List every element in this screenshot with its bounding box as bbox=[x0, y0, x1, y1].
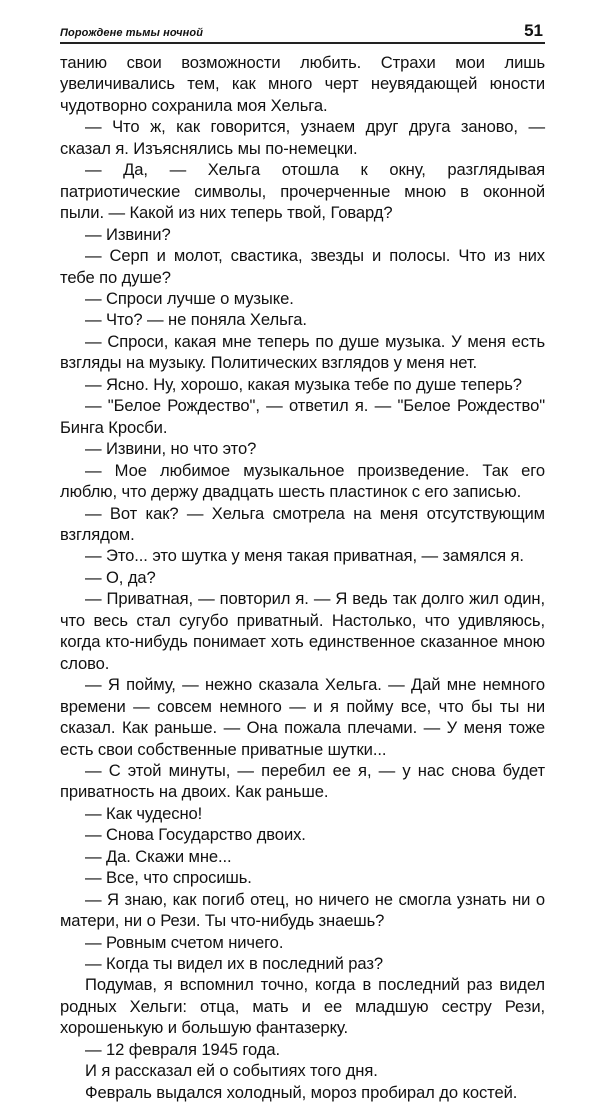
paragraph: — Я пойму, — нежно сказала Хельга. — Дай мне немного времени — совсем немного — и я пойму все, что бы ты ни сказал. Как раньше. — Она пожала плечами. — У меня тоже есть свои собственные приватные шутки... bbox=[60, 675, 545, 759]
paragraph: Февраль выдался холодный, мороз пробирал до костей. bbox=[85, 1082, 518, 1102]
paragraph: — Извини, но что это? bbox=[85, 439, 257, 459]
paragraph: — Мое любимое музыкальное произведение. Так его люблю, что держу двадцать шесть пластинок с его записью. bbox=[60, 460, 545, 502]
running-head bbox=[60, 18, 545, 44]
paragraph: — Это... это шутка у меня такая приватная, — замялся я. bbox=[85, 546, 524, 566]
book-page bbox=[60, 18, 545, 1103]
paragraph: — Спроси лучше о музыке. bbox=[85, 288, 294, 308]
paragraph: — Серп и молот, свастика, звезды и полосы. Что из них тебе по душе? bbox=[60, 246, 545, 287]
paragraph: — 12 февраля 1945 года. bbox=[85, 1039, 281, 1059]
paragraph: — Я знаю, как погиб отец, но ничего не смогла узнать ни о матери, ни о Рези. Ты что-нибудь знаешь? bbox=[60, 889, 545, 931]
body-text bbox=[60, 52, 545, 1103]
paragraph: — Да, — Хельга отошла к окну, разглядывая патриотические символы, прочерченные мною в оконной пыли. — Какой из них теперь твой, Говард? bbox=[60, 160, 545, 223]
paragraph: — Извини? bbox=[85, 224, 171, 244]
paragraph: — Спроси, какая мне теперь по душе музыка. У меня есть взгляды на музыку. Политических взглядов у меня нет. bbox=[60, 331, 545, 373]
paragraph: — Что ж, как говорится, узнаем друг друга заново, — сказал я. Изъяснялись мы по-немецки. bbox=[60, 117, 545, 158]
paragraph: — О, да? bbox=[85, 567, 156, 587]
paragraph: — Когда ты видел их в последний раз? bbox=[85, 954, 383, 974]
page-number: 51 bbox=[524, 21, 543, 40]
paragraph: Подумав, я вспомнил точно, когда в последний раз видел родных Хельги: отца, мать и ее младшую сестру Рези, хорошенькую и большую фантазерку. bbox=[60, 975, 545, 1038]
paragraph: — Да. Скажи мне... bbox=[85, 846, 232, 866]
paragraph: И я рассказал ей о событиях того дня. bbox=[85, 1061, 378, 1081]
paragraph: — Что? — не поняла Хельга. bbox=[85, 310, 307, 330]
running-title: Порождене тьмы ночной bbox=[60, 27, 204, 39]
paragraph: — Как чудесно! bbox=[85, 803, 203, 823]
paragraph: — Ровным счетом ничего. bbox=[85, 932, 284, 952]
paragraph: — "Белое Рождество", — ответил я. — "Белое Рождество" Бинга Кросби. bbox=[60, 396, 545, 437]
paragraph: — Приватная, — повторил я. — Я ведь так долго жил один, что весь стал сугубо приватный. Настолько, что удивляюсь, когда кто-нибудь понимает хоть единственное сказанное мною слово. bbox=[60, 589, 545, 673]
paragraph: — Ясно. Ну, хорошо, какая музыка тебе по душе теперь? bbox=[85, 374, 522, 394]
paragraph: — Снова Государство двоих. bbox=[85, 825, 306, 845]
paragraph: — С этой минуты, — перебил ее я, — у нас снова будет приватность на двоих. Как раньше. bbox=[60, 760, 545, 802]
paragraph: танию свои возможности любить. Страхи мои лишь увеличивались тем, как много черт неувядающей юности чудотворно сохранила моя Хельга. bbox=[60, 53, 545, 115]
paragraph: — Вот как? — Хельга смотрела на меня отсутствующим взглядом. bbox=[60, 503, 545, 544]
paragraph: — Все, что спросишь. bbox=[85, 868, 252, 888]
